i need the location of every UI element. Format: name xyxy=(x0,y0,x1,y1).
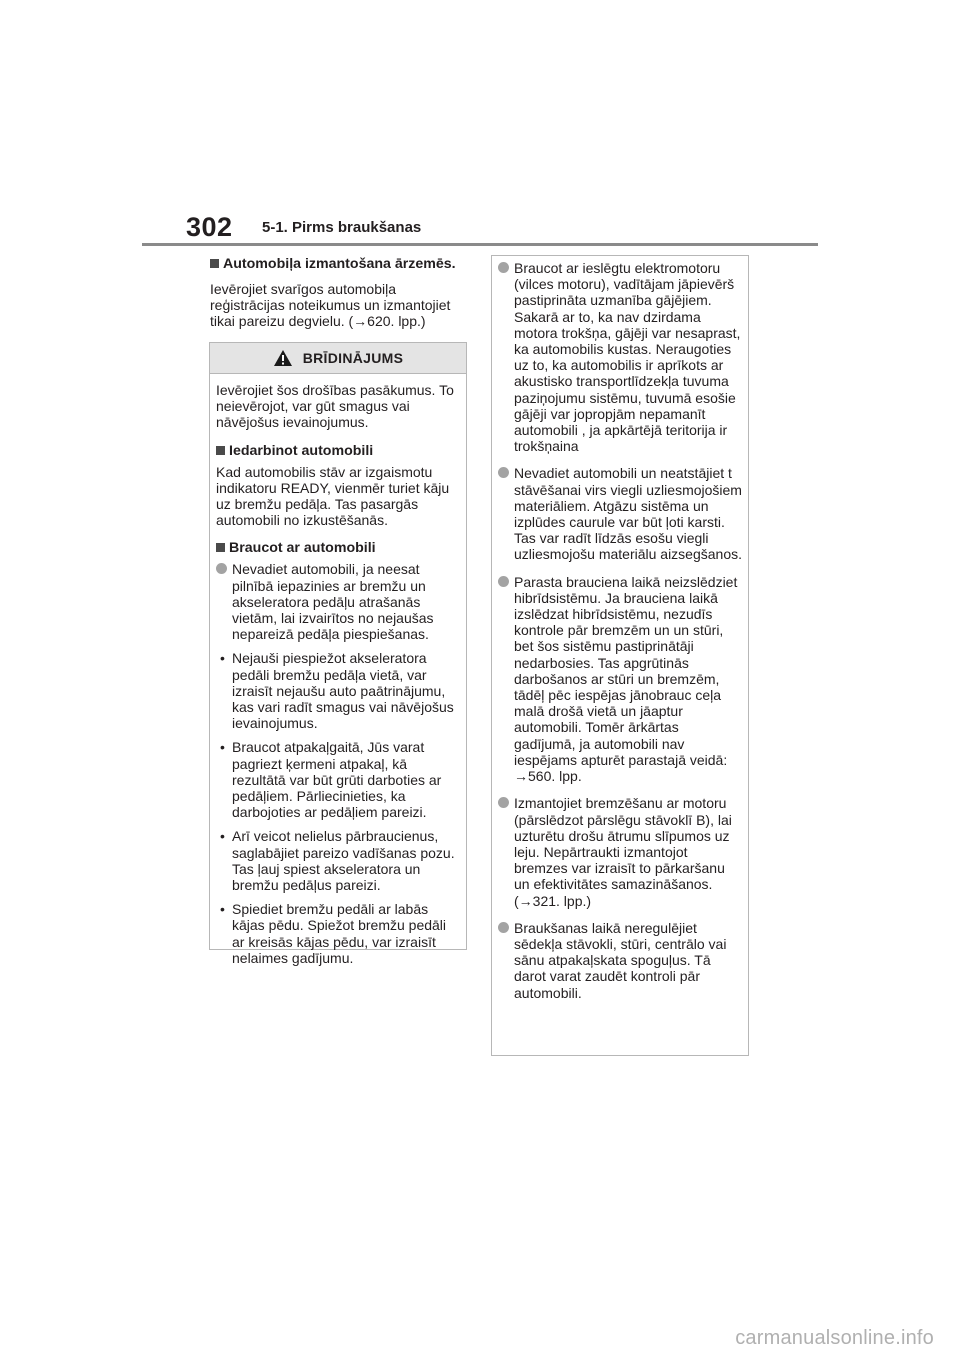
warning-triangle-icon xyxy=(273,349,293,367)
list-item-text: Nevadiet automobili, ja neesat pilnībā iepazinies ar bremžu un akseleratora pedāļu atrašanās vietām, lai izvairītos no nejaušas nepareizā pedāļa piespiešanas. xyxy=(232,561,434,643)
list-item-text: Braukšanas laikā neregulējiet sēdekļa stāvokli, stūri, centrālo vai sānu atpakaļskata spoguļus. Tā darot varat zaudēt kontroli pār automobili. xyxy=(514,919,727,1001)
driving-heading xyxy=(216,540,460,557)
page-number: 302 xyxy=(186,212,233,242)
header-rule xyxy=(142,243,818,246)
dot-bullet-icon: • xyxy=(220,650,225,667)
list-item xyxy=(216,650,460,731)
list-item xyxy=(498,795,742,908)
list-item xyxy=(216,739,460,820)
list-item-text: Nevadiet automobili un neatstājiet t stāvēšanai virs viegli uzliesmojošiem materiāliem. Atgāzu sistēma un izplūdes caurule var būt ļoti karsti. Tas var radīt līdzās esošu viegli uzliesmojošu materiālu aizsegšanos. xyxy=(514,465,742,563)
abroad-paragraph: Ievērojiet svarīgos automobiļa reģistrācijas noteikumus un izmantojiet tikai pareizu degvielu. (→620. lpp.) xyxy=(210,281,451,330)
starting-paragraph: Kad automobilis stāv ar izgaismotu indikatoru READY, vienmēr turiet kāju uz bremžu pedāļa. Tas pasargās automobili no izkustēšanās. xyxy=(216,463,450,529)
square-bullet-icon xyxy=(216,446,225,455)
list-item xyxy=(216,561,460,642)
warning-title: BRĪDINĀJUMS xyxy=(302,350,404,366)
round-bullet-icon xyxy=(216,563,227,574)
watermark-link[interactable]: carmanualsonline.info xyxy=(735,1327,934,1349)
list-item xyxy=(498,260,742,454)
list-item-text: Parasta brauciena laikā neizslēdziet hibrīdsistēmu. Ja brauciena laikā izslēdzat hibrīdsistēmu, nezudīs kontrole pār bremzēm un un stūri, bet šos sistēmu pastiprinātāji nedarbosies. Tas apgrūtinās darbošanos ar stūri un bremzēm, tādēļ pēc iespējas jānobrauc ceļa malā drošā vietā un jāaptur automobili. Tomēr ārkārtas gadījumā, ja automobili nav iespējams apturēt parastajā veidā: →560. lpp. xyxy=(514,573,738,785)
list-item xyxy=(498,574,742,785)
list-item xyxy=(216,828,460,893)
driving-heading-text: Braucot ar automobili xyxy=(229,540,376,557)
list-item-text: Braucot ar ieslēgtu elektromotoru (vilces motoru), vadītājam jāpievērš pastiprināta uzmanība gājējiem. Sakarā ar to, ka nav dzirdama motora trokšņa, gājēji var nesaprast, ka automobilis kustas. Neraugoties uz to, ka automobilis ir aprīkots ar akustisko transportlīdzekļa tuvuma paziņojumu sistēmu, tuvumā esošie gājēji var jopropjām nepamanīt automobili , ja apkārtējā teritorija ir trokšņaina xyxy=(514,260,741,455)
warning-header xyxy=(210,343,466,374)
list-item xyxy=(216,901,460,966)
abroad-heading-text: Automobiļa izmantošana ārzemēs. xyxy=(223,256,456,272)
list-item-text: Arī veicot nelielus pārbraucienus, saglabājiet pareizo vadīšanas pozu. Tas ļauj spiest akseleratora un bremžu pedāļus pareizi. xyxy=(232,828,455,894)
list-item xyxy=(498,465,742,562)
list-item xyxy=(498,920,742,1001)
list-item-text: Braucot atpakaļgaitā, Jūs varat pagriezt ķermeni atpakaļ, kā rezultātā var būt grūti darboties ar pedāļiem. Pārliecinieties, ka darbojoties ar pedāļiem pareizi. xyxy=(232,739,442,821)
list-item-text: Izmantojiet bremzēšanu ar motoru (pārslēdzot pārslēgu stāvoklī B), lai uzturētu drošu ātrumu slīpumos uz leju. Nepārtraukti izmantojot bremzes var izraisīt to pārkaršanu un efektivitātes samazināšanos. (→321. lpp.) xyxy=(514,795,732,909)
warning-continuation-box xyxy=(491,255,749,1056)
section-title: 5-1. Pirms braukšanas xyxy=(262,219,422,236)
abroad-heading xyxy=(210,256,472,273)
dot-bullet-icon: • xyxy=(220,739,225,756)
round-bullet-icon xyxy=(498,922,509,933)
round-bullet-icon xyxy=(498,797,509,808)
warning-box xyxy=(209,342,467,966)
square-bullet-icon xyxy=(210,259,219,268)
starting-heading xyxy=(216,443,460,460)
left-column xyxy=(210,256,472,330)
list-item-text: Nejauši piespiežot akseleratora pedāli bremžu pedāļa vietā, var izraisīt nejaušu auto paātrinājumu, kas vari radīt smagus vai nāvējošus ievainojumus. xyxy=(232,650,454,732)
round-bullet-icon xyxy=(498,262,509,273)
warning-intro: Ievērojiet šos drošības pasākumus. To neievērojot, var gūt smagus vai nāvējošus ievainojumus. xyxy=(216,382,454,431)
dot-bullet-icon: • xyxy=(220,828,225,845)
round-bullet-icon xyxy=(498,467,509,478)
list-item-text: Spiediet bremžu pedāli ar labās kājas pēdu. Spiežot bremžu pedāli ar kreisās kājas pēdu, var izraisīt nelaimes gadījumu. xyxy=(232,901,447,966)
dot-bullet-icon: • xyxy=(220,901,225,918)
starting-heading-text: Iedarbinot automobili xyxy=(229,442,374,459)
warning-body xyxy=(210,374,466,966)
round-bullet-icon xyxy=(498,576,509,587)
square-bullet-icon xyxy=(216,543,225,552)
